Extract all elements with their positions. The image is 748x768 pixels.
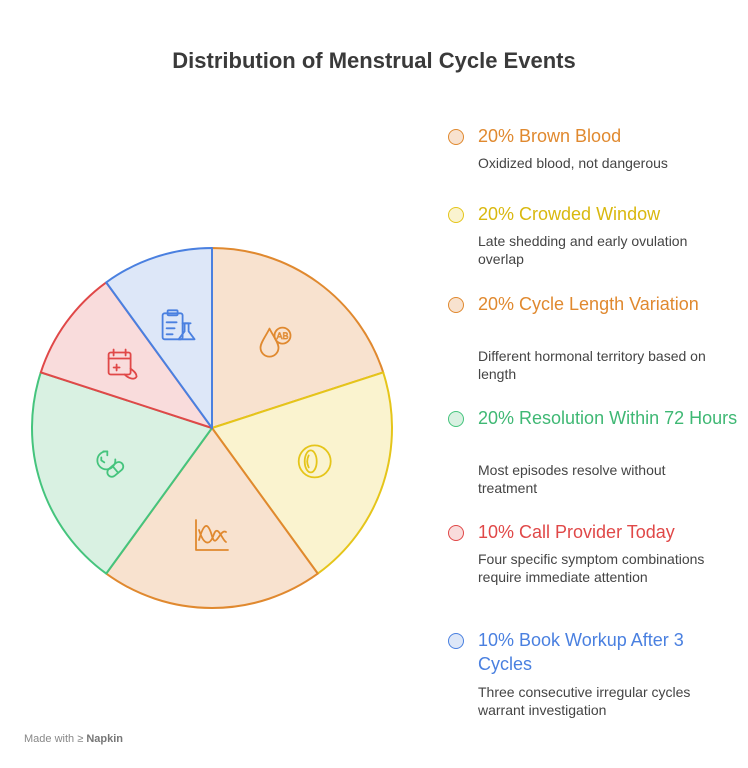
legend-dot: [448, 207, 464, 223]
legend-title: 20% Brown Blood: [478, 126, 622, 146]
legend-title: 20% Crowded Window: [478, 204, 661, 224]
footer-brand: Napkin: [86, 733, 123, 745]
legend-dot: [448, 411, 464, 427]
legend-title: 10% Call Provider Today: [478, 522, 675, 542]
legend-dot: [448, 525, 464, 541]
legend-description: Oxidized blood, not dangerous: [478, 155, 668, 171]
legend-description: Different hormonal territory based on length: [478, 348, 706, 382]
svg-text:AB: AB: [276, 331, 289, 342]
napkin-logo-icon: ≥: [77, 733, 84, 745]
legend-dot: [448, 129, 464, 145]
legend-title: 10% Book Workup After 3 Cycles: [478, 630, 684, 674]
legend-dot: [448, 633, 464, 649]
legend-title: 20% Cycle Length Variation: [478, 294, 699, 314]
page-title: Distribution of Menstrual Cycle Events: [172, 48, 576, 73]
legend-description: Four specific symptom combinations require immediate attention: [478, 551, 705, 585]
footer-credit: [24, 733, 123, 745]
legend-description: Three consecutive irregular cycles warrant investigation: [478, 684, 691, 718]
footer-prefix: Made with: [24, 733, 75, 745]
legend-dot: [448, 297, 464, 313]
legend-description: Most episodes resolve without treatment: [478, 462, 666, 496]
legend-title: 20% Resolution Within 72 Hours: [478, 408, 738, 428]
legend-description: Late shedding and early ovulation overlap: [478, 233, 688, 267]
